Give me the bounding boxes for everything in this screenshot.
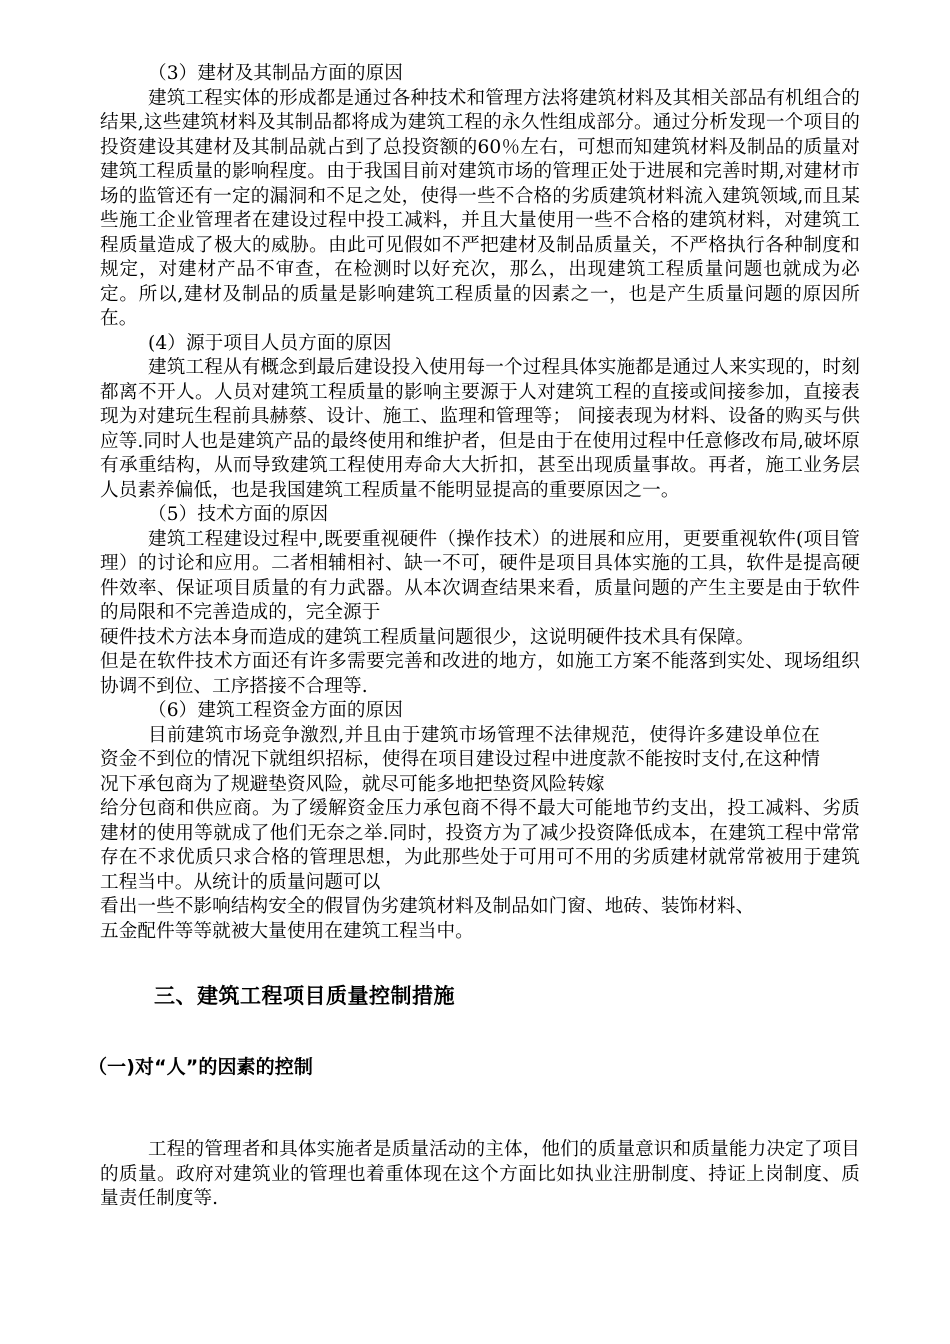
document-page — [88, 62, 860, 1212]
section-4-paragraph: 建筑工程从有概念到最后建设投入使用每一个过程具体实施都是通过人来实现的，时刻都离不开人。人员对建筑工程质量的影响主要源于人对建筑工程的直接或间接参加，直接表现为对建玩生程前具赫蔡、设计、施工、监理和管理等； 间接表现为材料、设备的购买与供应等.同时人也是建筑产品的最终使用和维护者，但是由于在使用过程中任意修改布局,破坏原有承重结构，从而导致建筑工程使用寿命大大折扣，甚至出现质量事故。再者，施工业务层人员素养偏低，也是我国建筑工程质量不能明显提高的重要原因之一。 — [100, 357, 860, 501]
section-6-paragraph-part2: 给分包商和供应商。为了缓解资金压力承包商不得不最大可能地节约支出，投工减料、劣质建材的使用等就成了他们无奈之举.同时，投资方为了减少投资降低成本，在建筑工程中常常存在不求优质只求合格的管理思想，为此那些处于可用可不用的劣质建材就常常被用于建筑工程当中。从统计的质量问题可以 — [100, 798, 860, 893]
section-6-paragraph-overflow-line: 看出一些不影响结构安全的假冒伪劣建筑材料及制品如门窗、地砖、装饰材料、 — [100, 896, 755, 917]
section-5-paragraph-overflow-line: 硬件技术方法本身而造成的建筑工程质量问题很少，这说明硬件技术具有保障。 — [100, 626, 755, 648]
section-5-paragraph-main: 建筑工程建设过程中,既要重视硬件（操作技术）的进展和应用，更要重视软件(项目管理）的讨论和应用。二者相辅相衬、缺一不可，硬件是项目具体实施的工具，软件是提高硬件效率、保证项目质量的有力武器。从本次调查结果来看，质量问题的产生主要是由于软件的局限和不完善造成的，完全源于 — [100, 528, 860, 623]
section-6-heading: （6）建筑工程资金方面的原因 — [148, 700, 403, 721]
blank-space — [100, 1080, 860, 1138]
chapter-3-heading: 三、建筑工程项目质量控制措施 — [154, 984, 455, 1008]
section-5-heading: （5）技术方面的原因 — [148, 504, 329, 525]
section-6-paragraph-end: 五金配件等等就被大量使用在建筑工程当中。 — [100, 920, 474, 942]
subsection-1-paragraph: 工程的管理者和具体实施者是质量活动的主体，他们的质量意识和质量能力决定了项目的质量。政府对建筑业的管理也着重体现在这个方面比如执业注册制度、持证上岗制度、质量责任制度等. — [100, 1139, 860, 1209]
section-5-paragraph-end: 但是在软件技术方面还有许多需要完善和改进的地方，如施工方案不能落到实处、现场组织协调不到位、工序搭接不合理等. — [100, 651, 860, 697]
section-3-paragraph: 建筑工程实体的形成都是通过各种技术和管理方法将建筑材料及其相关部品有机组合的结果,这些建筑材料及其制品都将成为建筑工程的永久性组成部分。通过分析发现一个项目的投资建设其建材及其制品就占到了总投资额的60％左右，可想而知建筑材料及制品的质量对建筑工程质量的影响程度。由于我国目前对建筑市场的管理正处于进展和完善时期,对建材市场的监管还有一定的漏洞和不足之处，使得一些不合格的劣质建筑材料流入建筑领域,而且某些施工企业管理者在建设过程中投工减料，并且大量使用一些不合格的建筑材料，对建筑工程质量造成了极大的威胁。由此可见假如不严把建材及制品质量关，不严格执行各种制度和规定，对建材产品不审查，在检测时以好充次，那么，出现建筑工程质量问题也就成为必定。所以,建材及制品的质量是影响建筑工程质量的因素之一，也是产生质量问题的原因所在。 — [100, 87, 860, 329]
section-3-heading: （3）建材及其制品方面的原因 — [148, 63, 403, 84]
section-4-heading: (4）源于项目人员方面的原因 — [148, 332, 392, 354]
section-6-paragraph-part1: 目前建筑市场竞争激烈,并且由于建筑市场管理不法律规范，使得许多建设单位在资金不到位的情况下就组织招标，使得在项目建设过程中进度款不能按时支付,在这种情况下承包商为了规避垫资风险，就尽可能多地把垫资风险转嫁 — [100, 724, 820, 795]
subsection-1-heading: （一)对“人”的因素的控制 — [88, 1056, 313, 1078]
section-5-paragraph — [100, 528, 860, 626]
